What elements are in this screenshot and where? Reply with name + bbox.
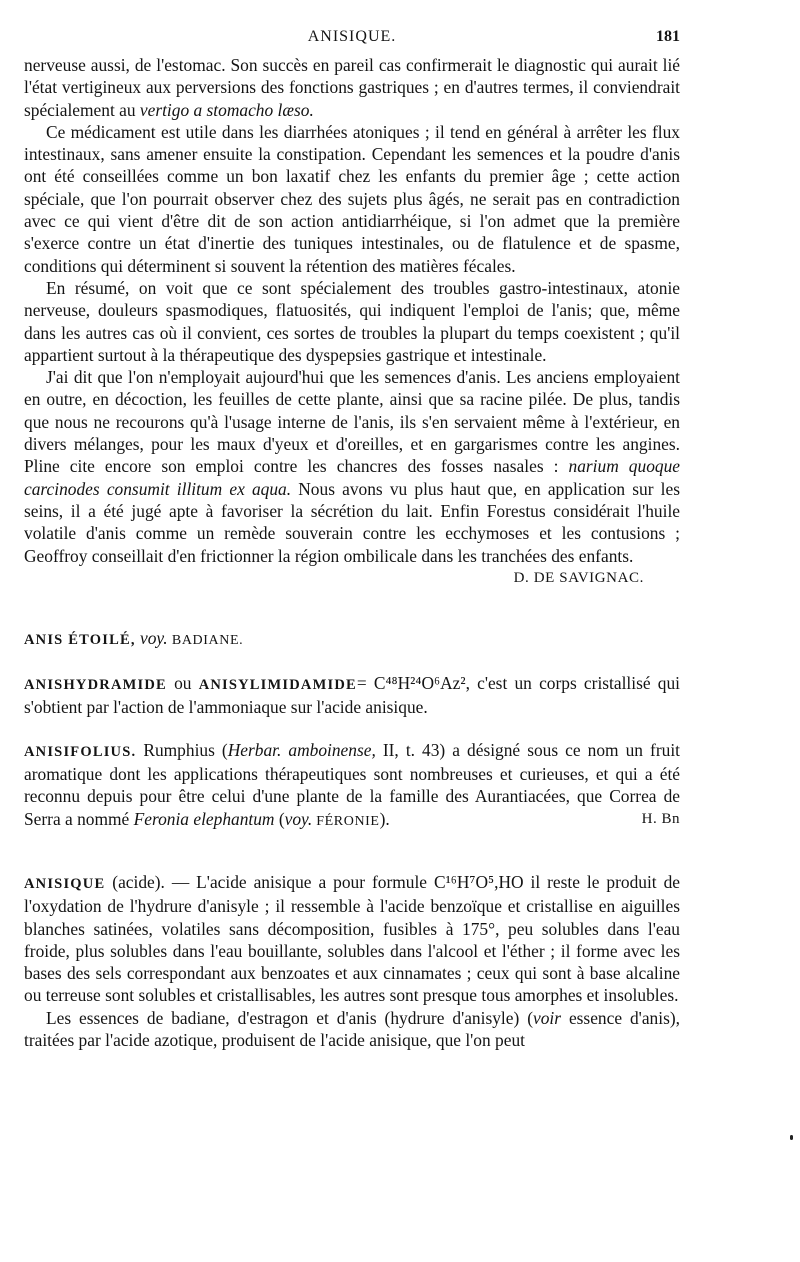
entry-anisihydramide [24, 672, 680, 719]
anis-paragraph-3: En résumé, on voit que ce sont spécialement des troubles gastro-intestinaux, atonie nerveuse, douleurs spasmodiques, flatuosités, qui indiquent l'emploi de l'anis; que, même dans les autres cas où il convient, ces sortes de troubles la plupart du temps coexistent ; qu'il appartient surtout à la thérapeutique des dyspepsies gastrique et intestinale. [24, 277, 680, 365]
author-signature: D. DE SAVIGNAC. [513, 569, 644, 586]
anis-paragraph-2: Ce médicament est utile dans les diarrhées atoniques ; il tend en général à arrêter les flux intestinaux, sans amener ensuite la constipation. Cependant les semences et la poudre d'anis ont été conseillées comme un bon laxatif chez les enfants du premier âge ; cette action spéciale, que l'on pourrait observer chez des sujets plus âgés, ne serait pas en contradiction avec ce qui vient d'être dit de son action antidiarrhéique, si l'on admet que la première s'exerce contre un état d'inertie des tuniques intestinales, ou de flatulence et de spasme, conditions qui déterminent si souvent la rétention des matières fécales. [24, 121, 680, 276]
entry-head: ANISIQUE [24, 875, 106, 892]
anis-paragraph-1-text: nerveuse aussi, de l'estomac. Son succès en pareil cas confirmerait le diagnostic qui aurait lié l'état vertigineux aux perversions des fonctions gastriques ; en d'autres termes, il conviendrait spécialement au [24, 55, 680, 120]
entry-text: Rumphius ( [136, 739, 228, 760]
entry-anisique-paragraph-2 [24, 1007, 680, 1052]
entry-anis-etoile [24, 627, 680, 652]
entry-head: ANISIFOLIUS. [24, 743, 137, 760]
conjunction: ou [166, 673, 199, 694]
entry-text: , c'est un corps cristallisé qui s'obtient par l'action de l'ammoniaque sur l'acide anisique. [24, 673, 680, 718]
entry-text: essence d'anis), traitées par l'acide azotique, produisent de l'acide anisique, que l'on peut [24, 1007, 680, 1050]
page-header [24, 28, 680, 54]
book-page [24, 28, 680, 1051]
entry-head-alt: ANISYLIMIDAMIDE [198, 677, 357, 694]
page-number: 181 [656, 28, 680, 45]
voy-abbrev: voy. [140, 627, 168, 648]
ink-speck [790, 1135, 793, 1140]
entry-text: ( [274, 808, 285, 829]
entry-text: Les essences de badiane, d'estragon et d'anis (hydrure d'anisyle) ( [46, 1007, 533, 1028]
anis-paragraph-1 [24, 54, 680, 121]
entry-head: ANIS ÉTOILÉ, [24, 631, 136, 648]
cross-reference: BADIANE. [171, 632, 244, 648]
cross-reference: FÉRONIE [312, 813, 380, 829]
chemical-formula: = C⁴⁸H²⁴O⁶Az² [356, 673, 466, 694]
anis-paragraph-4-text-a: J'ai dit que l'on n'employait aujourd'hui que les semences d'anis. Les anciens employaient en outre, en décoction, les feuilles de cette plante, ainsi que sa racine pilée. De plus, tandis que nous ne recourons qu'à l'usage interne de l'anis, ils s'en servaient même à l'extérieur, en divers mélanges, pour les maux d'yeux et d'oreilles, et en gargarismes contre les angines. Pline cite encore son emploi contre les chancres des fosses nasales : [24, 367, 680, 477]
spacer [24, 652, 680, 672]
entry-anisifolius [24, 739, 680, 833]
voy-abbrev: voy. [284, 808, 313, 829]
spacer [24, 719, 680, 739]
voir-abbrev: voir [532, 1007, 561, 1028]
entry-head: ANISHYDRAMIDE [24, 677, 167, 694]
entry-anisique [24, 871, 680, 1007]
spacer [24, 833, 680, 871]
entry-text: ). [379, 808, 390, 829]
entry-text: II, t. 43) a désigné sous ce nom un fruit aromatique dont les applications thérapeutiques sont nombreuses et curieuses, et qui a été reconnu depuis pour être celui d'une plante de la famille des Aurantiacées, que Correa de Serra a nommé [24, 739, 680, 829]
running-title: ANISIQUE. [307, 28, 397, 45]
anis-paragraph-4-text-b: Nous avons vu plus haut que, en application sur les seins, il a été jugé apte à favoriser la sécrétion du lait. Enfin Forestus considérait l'huile volatile d'anis comme un remède souverain contre les ecchymoses et les contusions ; Geoffroy conseillait d'en frictionner la région ombilicale dans les tranchées des enfants. [24, 478, 680, 566]
species-name: Feronia elephantum [133, 808, 275, 829]
pline-quote: narium quoque carcinodes consumit illitum ex aqua. [24, 456, 680, 499]
spacer [24, 589, 680, 627]
book-title: Herbar. amboinense, [227, 739, 376, 760]
anis-paragraph-4 [24, 366, 680, 567]
entry-text: (acide). — L'acide anisique a pour formule C¹⁶H⁷O⁵,HO il reste le produit de l'oxydation de l'hydrure d'anisyle ; il ressemble à l'acide benzoïque et cristallise en aiguilles blanches satinées, volatiles sans décomposition, fusibles à 175°, peu solubles dans l'eau froide, plus solubles dans l'eau bouillante, solubles dans l'alcool et l'éther ; il forme avec les bases des sels correspondant aux benzoates et aux cinnamates ; ceux qui sont à base alcaline ou terreuse sont solubles et cristallisables, les autres sont presque tous amorphes et insolubles. [24, 871, 680, 1006]
latin-phrase: vertigo a stomacho læso. [139, 99, 314, 120]
entry-signature: H. Bn [641, 810, 680, 827]
